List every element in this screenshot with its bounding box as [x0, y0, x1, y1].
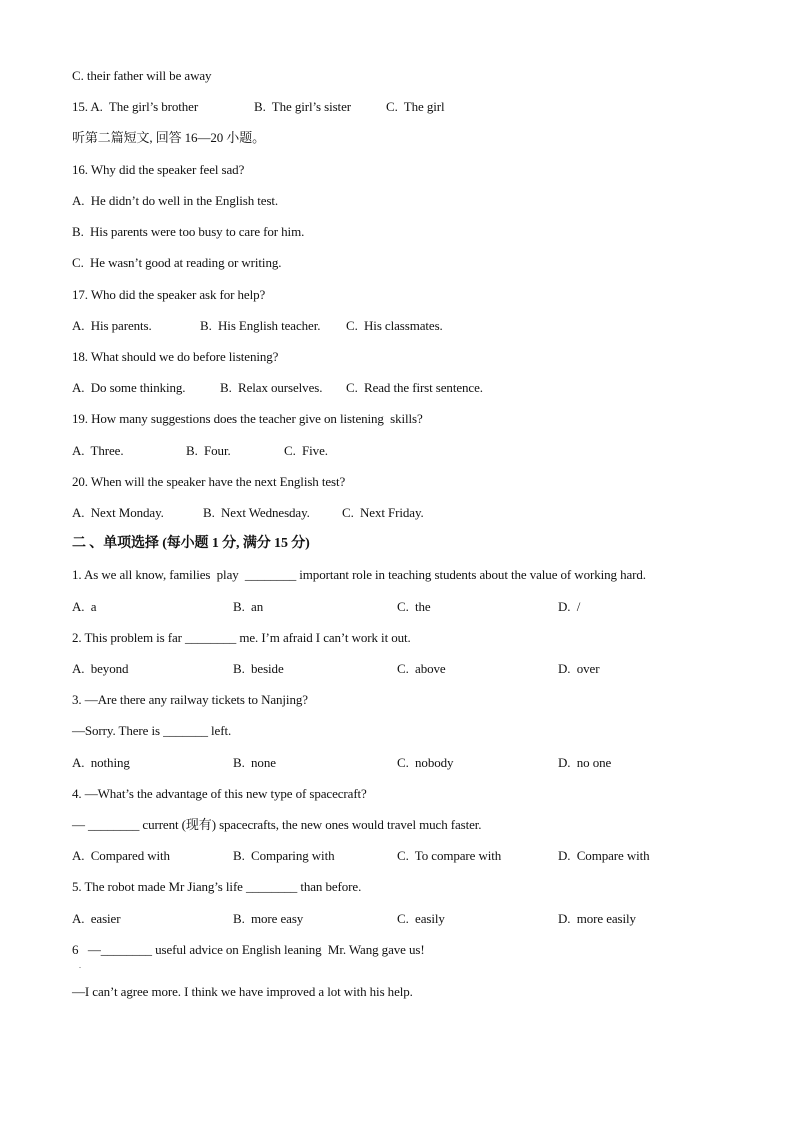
q16-option-b: B. His parents were too busy to care for him. [72, 224, 305, 239]
q15-option-a: 15. A. The girl’s brother [72, 99, 199, 114]
s1-option-d: D. / [558, 599, 581, 614]
section-2-heading: 二 、单项选择 (每小题 1 分, 满分 15 分) [72, 536, 310, 551]
s5-option-a: A. easier [72, 911, 121, 926]
s1-option-b: B. an [233, 599, 264, 614]
s1-option-a: A. a [72, 599, 97, 614]
q16-option-c: C. He wasn’t good at reading or writing. [72, 255, 282, 270]
q20-option-c: C. Next Friday. [342, 505, 424, 520]
passage2-instruction: 听第二篇短文, 回答 16—20 小题。 [72, 130, 266, 145]
q17-option-a: A. His parents. [72, 318, 152, 333]
q17-option-b: B. His English teacher. [200, 318, 321, 333]
s5-option-c: C. easily [397, 911, 445, 926]
s5-option-d: D. more easily [558, 911, 636, 926]
q18-option-c: C. Read the first sentence. [346, 380, 483, 395]
q17-option-c: C. His classmates. [346, 318, 443, 333]
s5-stem: 5. The robot made Mr Jiang’s life ________ than before. [72, 879, 362, 894]
q19-option-c: C. Five. [284, 443, 328, 458]
q20-stem: 20. When will the speaker have the next English test? [72, 474, 346, 489]
s3-option-d: D. no one [558, 755, 612, 770]
s1-option-c: C. the [397, 599, 431, 614]
s3-stem-line2: —Sorry. There is _______ left. [72, 723, 232, 738]
s4-option-b: B. Comparing with [233, 848, 335, 863]
q18-option-a: A. Do some thinking. [72, 380, 186, 395]
q20-option-b: B. Next Wednesday. [203, 505, 310, 520]
q16-option-a: A. He didn’t do well in the English test. [72, 193, 279, 208]
q16-stem: 16. Why did the speaker feel sad? [72, 162, 245, 177]
s2-option-d: D. over [558, 661, 600, 676]
q15-option-c: C. The girl [386, 99, 445, 114]
s6-stem-line2: —I can’t agree more. I think we have improved a lot with his help. [72, 984, 413, 999]
q18-option-b: B. Relax ourselves. [220, 380, 323, 395]
s3-stem-line1: 3. —Are there any railway tickets to Nanjing? [72, 692, 308, 707]
s2-stem: 2. This problem is far ________ me. I’m afraid I can’t work it out. [72, 630, 411, 645]
s4-option-d: D. Compare with [558, 848, 650, 863]
q19-option-a: A. Three. [72, 443, 124, 458]
s2-option-c: C. above [397, 661, 446, 676]
q19-option-b: B. Four. [186, 443, 231, 458]
s4-stem-line1: 4. —What’s the advantage of this new type of spacecraft? [72, 786, 367, 801]
s4-option-a: A. Compared with [72, 848, 170, 863]
s4-stem-line2: — ________ current (现有) spacecrafts, the new ones would travel much faster. [72, 817, 482, 832]
s3-option-a: A. nothing [72, 755, 130, 770]
s2-option-a: A. beyond [72, 661, 129, 676]
s5-option-b: B. more easy [233, 911, 304, 926]
s1-stem: 1. As we all know, families play ________ important role in teaching students about the value of working hard. [72, 567, 646, 582]
s4-option-c: C. To compare with [397, 848, 502, 863]
s6-dot-mark: . [79, 961, 81, 970]
q18-stem: 18. What should we do before listening? [72, 349, 279, 364]
q20-option-a: A. Next Monday. [72, 505, 164, 520]
q19-stem: 19. How many suggestions does the teacher give on listening skills? [72, 411, 423, 426]
s2-option-b: B. beside [233, 661, 284, 676]
q14-option-c: C. their father will be away [72, 68, 212, 83]
q17-stem: 17. Who did the speaker ask for help? [72, 287, 266, 302]
s3-option-b: B. none [233, 755, 276, 770]
s6-stem-line1: 6 —________ useful advice on English leaning Mr. Wang gave us! [72, 942, 425, 957]
s3-option-c: C. nobody [397, 755, 454, 770]
q15-option-b: B. The girl’s sister [254, 99, 351, 114]
